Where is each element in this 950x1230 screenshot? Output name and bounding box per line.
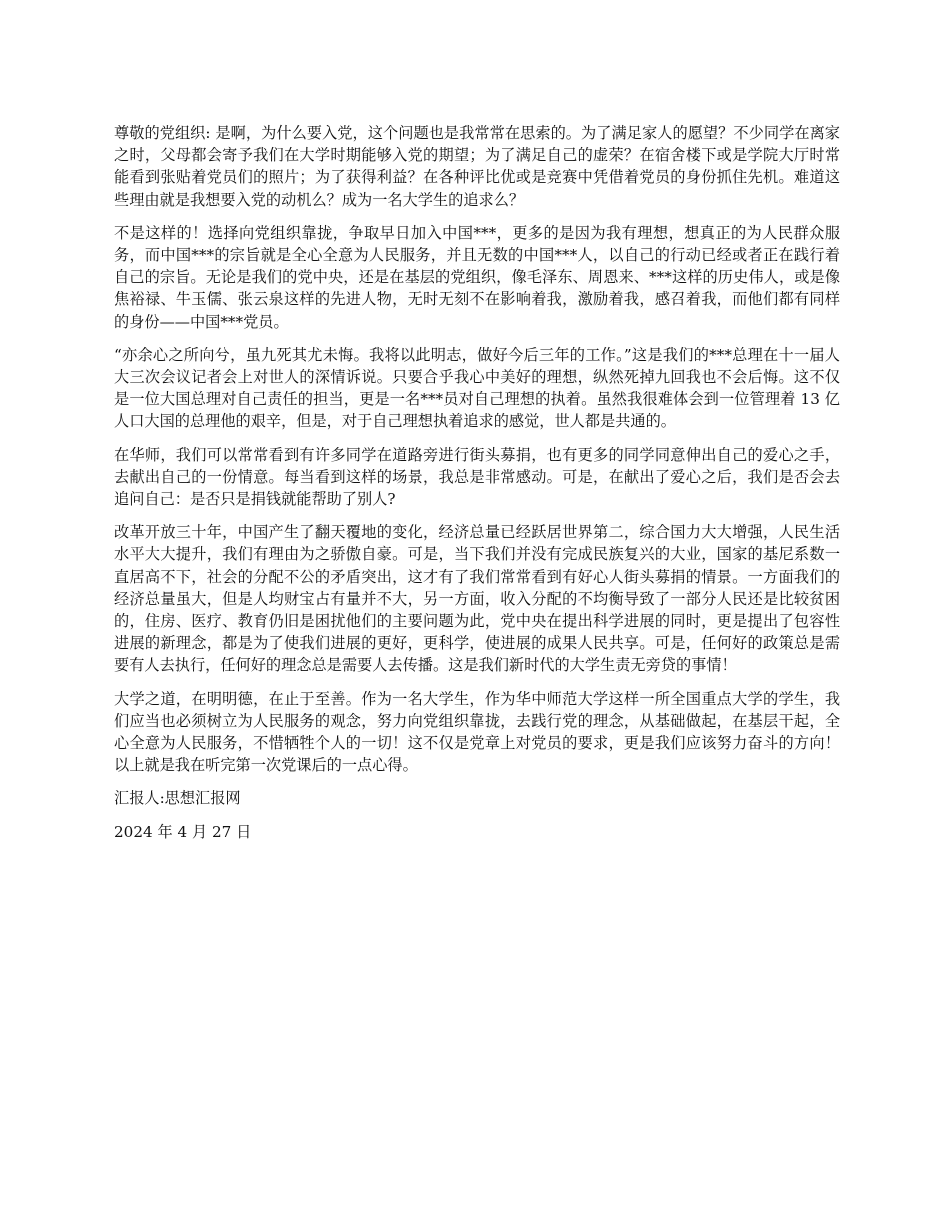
signature-line: 汇报人:思想汇报网 xyxy=(114,789,241,808)
document-page xyxy=(114,122,840,843)
paragraph-2: 不是这样的！选择向党组织靠拢，争取早日加入中国***，更多的是因为我有理想，想真正的为人民群众服务，而中国***的宗旨就是全心全意为人民服务，并且无数的中国***人，以自己的行动已经或者正在践行着自己的宗旨。无论是我们的党中央，还是在基层的党组织，像毛泽东、周恩来、***这样的历史伟人，或是像焦裕禄、牛玉儒、张云泉这样的先进人物，无时无刻不在影响着我，激励着我，感召着我，而他们都有同样的身份——中国***党员。 xyxy=(114,223,840,331)
date-line: 2024 年 4 月 27 日 xyxy=(114,822,252,841)
paragraph-1: 尊敬的党组织: 是啊，为什么要入党，这个问题也是我常常在思索的。为了满足家人的愿望？不少同学在离家之时，父母都会寄予我们在大学时期能够入党的期望；为了满足自己的虚荣？在宿舍楼下或是学院大厅时常能看到张贴着党员们的照片；为了获得利益？在各种评比优或是竞赛中凭借着党员的身份抓住先机。难道这些理由就是我想要入党的动机么？成为一名大学生的追求么？ xyxy=(114,124,840,209)
paragraph-4: 在华师，我们可以常常看到有许多同学在道路旁进行街头募捐，也有更多的同学同意伸出自己的爱心之手，去献出自己的一份情意。每当看到这样的场景，我总是非常感动。可是，在献出了爱心之后，我们是否会去追问自己：是否只是捐钱就能帮助了别人? xyxy=(114,445,840,509)
paragraph-3: “亦余心之所向兮，虽九死其尤未悔。我将以此明志，做好今后三年的工作。”这是我们的***总理在十一届人大三次会议记者会上对世人的深情诉说。只要合乎我心中美好的理想，纵然死掉九回我也不会后悔。这不仅是一位大国总理对自己责任的担当，更是一名***员对自己理想的执着。虽然我很难体会到一位管理着 13 亿人口大国的总理他的艰辛，但是，对于自己理想执着追求的感觉，世人都是共通的。 xyxy=(114,345,840,431)
paragraph-5: 改革开放三十年，中国产生了翻天覆地的变化，经济总量已经跃居世界第二，综合国力大大增强，人民生活水平大大提升，我们有理由为之骄傲自豪。可是，当下我们并没有完成民族复兴的大业，国家的基尼系数一直居高不下，社会的分配不公的矛盾突出，这才有了我们常常看到有好心人街头募捐的情景。一方面我们的经济总量虽大，但是人均财宝占有量并不大，另一方面，收入分配的不均衡导致了一部分人民还是比较贫困的，住房、医疗、教育仍旧是困扰他们的主要问题为此，党中央在提出科学进展的同时，更是提出了包容性进展的新理念，都是为了使我们进展的更好，更科学，使进展的成果人民共享。可是，任何好的政策总是需要有人去执行，任何好的理念总是需要人去传播。这是我们新时代的大学生责无旁贷的事情！ xyxy=(114,523,840,675)
paragraph-6: 大学之道，在明明德，在止于至善。作为一名大学生，作为华中师范大学这样一所全国重点大学的学生，我们应当也必须树立为人民服务的观念，努力向党组织靠拢，去践行党的理念，从基础做起，在基层干起，全心全意为人民服务，不惜牺牲个人的一切！这不仅是党章上对党员的要求，更是我们应该努力奋斗的方向！以上就是我在听完第一次党课后的一点心得。 xyxy=(114,689,840,775)
